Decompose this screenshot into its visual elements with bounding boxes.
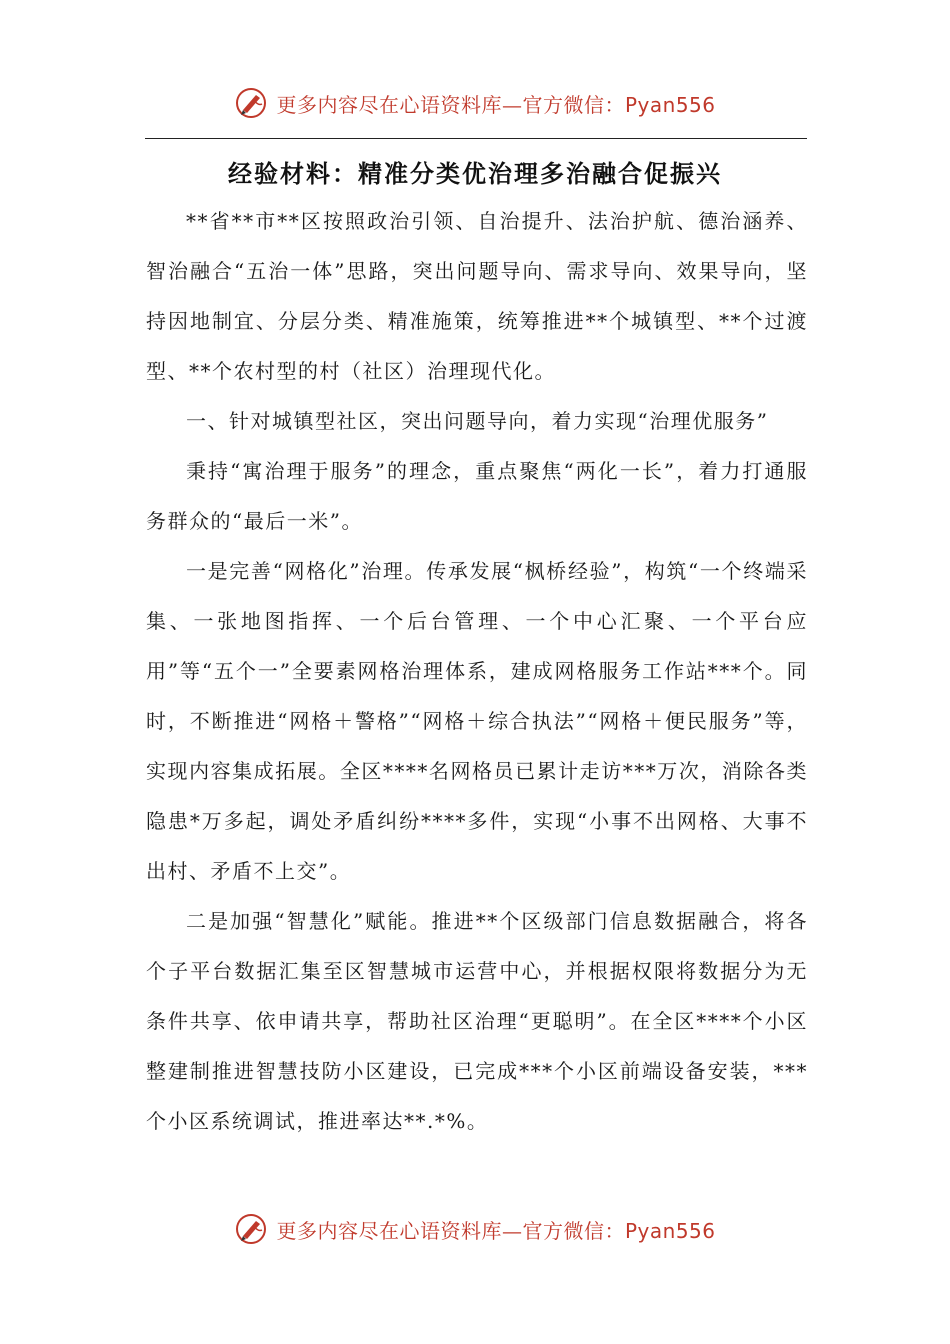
pen-logo-icon [234, 86, 268, 120]
watermark-text: 更多内容尽在心语资料库—官方微信：Pyan556 [276, 92, 716, 117]
header-divider [145, 138, 807, 139]
document-title: 经验材料：精准分类优治理多治融合促振兴 [228, 160, 722, 188]
watermark-footer [0, 1212, 950, 1246]
pen-logo-icon [234, 1212, 268, 1246]
paragraph-intro: **省**市**区按照政治引领、自治提升、法治护航、德治涵养、智治融合“五治一体”思路，突出问题导向、需求导向、效果导向，坚持因地制宜、分层分类、精准施策，统筹推进**个城镇型、**个过渡型、**个农村型的村（社区）治理现代化。 [146, 209, 808, 383]
watermark-header [0, 86, 950, 120]
paragraph-grid-governance: 一是完善“网格化”治理。传承发展“枫桥经验”，构筑“一个终端采集、一张地图指挥、一个后台管理、一个中心汇聚、一个平台应用”等“五个一”全要素网格治理体系，建成网格服务工作站***个。同时，不断推进“网格＋警格”“网格＋综合执法”“网格＋便民服务”等，实现内容集成拓展。全区****名网格员已累计走访***万次，消除各类隐患*万多起，调处矛盾纠纷****多件，实现“小事不出网格、大事不出村、矛盾不上交”。 [146, 559, 808, 883]
paragraph-smart-empowerment: 二是加强“智慧化”赋能。推进**个区级部门信息数据融合，将各个子平台数据汇集至区智慧城市运营中心，并根据权限将数据分为无条件共享、依申请共享，帮助社区治理“更聪明”。在全区****个小区整建制推进智慧技防小区建设，已完成***个小区前端设备安装，***个小区系统调试，推进率达**.*%。 [146, 909, 808, 1133]
section-heading-1: 一、针对城镇型社区，突出问题导向，着力实现“治理优服务” [186, 409, 769, 433]
document-body [146, 196, 808, 1146]
paragraph-section-1-intro: 秉持“寓治理于服务”的理念，重点聚焦“两化一长”，着力打通服务群众的“最后一米”。 [146, 459, 808, 533]
watermark-text: 更多内容尽在心语资料库—官方微信：Pyan556 [276, 1218, 716, 1243]
